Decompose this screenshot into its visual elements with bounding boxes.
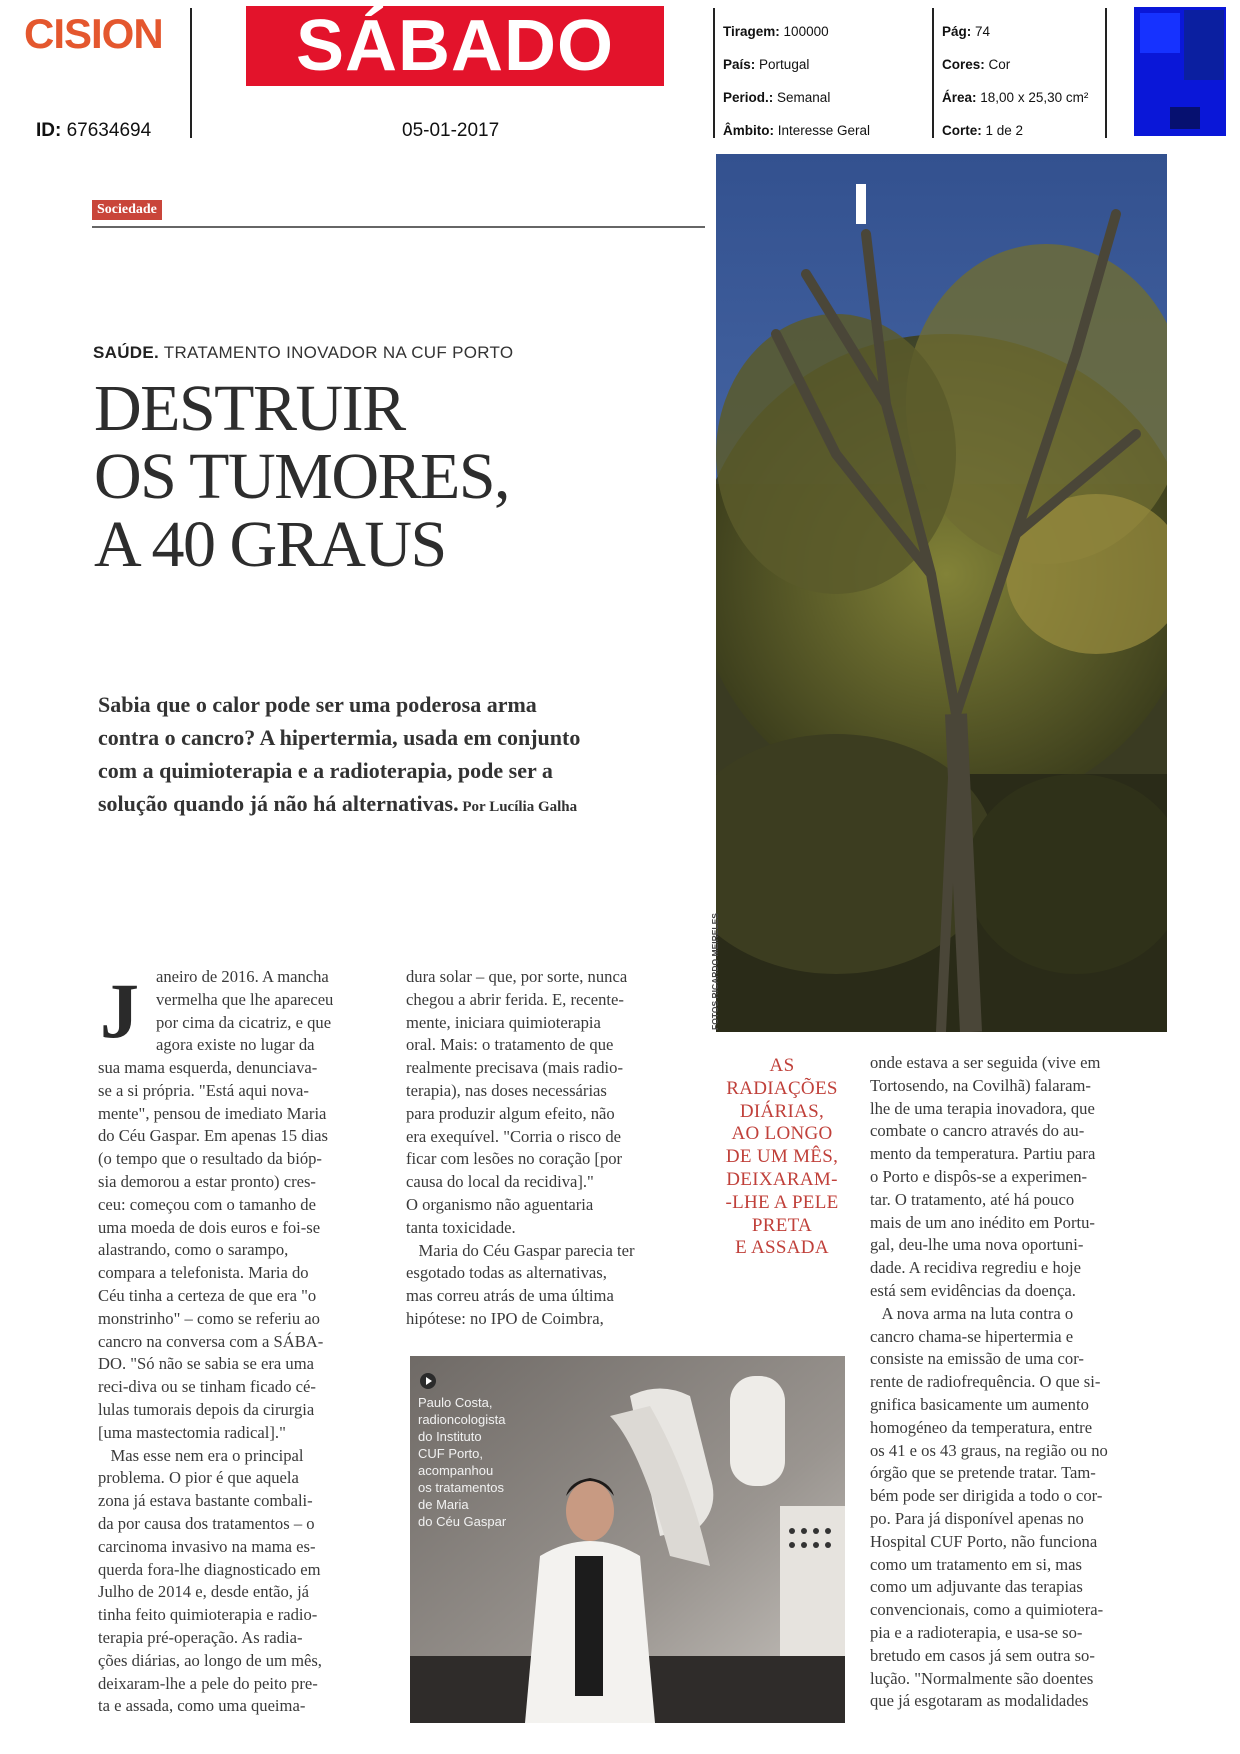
cision-logo: CISION	[24, 10, 163, 57]
headline-line: DESTRUIR	[94, 372, 405, 445]
meta-left	[723, 24, 870, 156]
header-divider	[713, 8, 715, 138]
meta-row: Pág: 74	[942, 24, 991, 39]
body-column-1b: sua mama esquerda, denunciava- se a si própria. "Está aqui nova- mente", pensou de imediato Maria do Céu Gaspar. Em apenas 15 dias (o tempo que o resultado da bióp- sia demorou a estar pronto) cres- ceu: começou com o tamanho de uma moeda de dois euros e foi-se alastrando, como o sarampo, compara a telefonista. Maria do Céu tinha a certeza de que era "o monstrinho" – como se referiu ao cancro na conversa com a SÁBA- DO. "Só não se sabia se era uma reci-diva ou se tinham ficado cé- lulas tumorais depois da cirurgia [uma mastectomia radical]." Mas esse nem era o principal problema. O pior é que aquela zona já estava bastante combali- da por causa dos tratamentos – o carcinoma invasivo na mama es- querda fora-lhe diagnosticado em Julho de 2014 e, desde então, já tinha feito quimioterapia e radio- terapia pré-operação. As radia- ções diárias, ao longo de um mês, deixaram-lhe a pele do peito pre- ta e assada, como uma queima-	[98, 1058, 328, 1716]
kicker: SAÚDE. TRATAMENTO INOVADOR NA CUF PORTO	[93, 343, 514, 362]
page-thumbnail[interactable]	[1134, 7, 1226, 136]
meta-row: Área: 18,00 x 25,30 cm²	[942, 90, 1089, 105]
meta-row: País: Portugal	[723, 57, 810, 72]
byline-author: Lucília Galha	[489, 799, 578, 815]
clipping-date: 05-01-2017	[402, 120, 500, 141]
section-tag: Sociedade	[92, 200, 162, 220]
body-column-2: dura solar – que, por sorte, nunca chegou a abrir ferida. E, recente- mente, iniciara quimioterapia oral. Mais: o tratamento de que realmente precisava (mais radio- terapia), nas doses necessárias para produzir algum efeito, não era exequível. "Corria o risco de ficar com lesões no coração [por causa do local da recidiva]." O organismo não aguentaria tanta toxicidade. Maria do Céu Gaspar parecia ter esgotado todas as alternativas, mas correu atrás de uma última hipótese: no IPO de Coimbra,	[406, 967, 635, 1328]
dropcap: J	[100, 967, 139, 1054]
photo-credit: FOTOS RICARDO MEIRELES	[710, 913, 720, 1030]
pull-quote: AS RADIAÇÕES DIÁRIAS, AO LONGO DE UM MÊS, DEIXARAM- -LHE A PELE PRETA E ASSADA	[725, 1055, 839, 1259]
meta-row: Tiragem: 100000	[723, 24, 829, 39]
headline-line: A 40 GRAUS	[94, 507, 446, 581]
clipping-id-label: ID:	[36, 120, 62, 141]
body-column-3: onde estava a ser seguida (vive em Tortosendo, na Covilhã) falaram- lhe de uma terapia inovadora, que combate o cancro através do au- mento da temperatura. Partiu para o Porto e dispôs-se a experimen- tar. O tratamento, até há pouco mais de um ano inédito em Portu- gal, deu-lhe uma nova oportuni- dade. A recidiva regrediu e hoje está sem evidências da doença. A nova arma na luta contra o cancro chama-se hipertermia e consiste na emissão de uma cor- rente de radiofrequência. O que si- gnifica basicamente um aumento homogéneo da temperatura, entre os 41 e os 43 graus, na região ou no órgão que se pretende tratar. Tam- bém pode ser dirigida a todo o cor- po. Para já disponível apenas no Hospital CUF Porto, não funciona como um tratamento em si, mas como um adjuvante das terapias convencionais, como a quimiotera- pia e a radioterapia, e usa-se so- bretudo em casos já sem outra so- lução. "Normalmente são doentes que já esgotaram as modalidades	[870, 1053, 1108, 1711]
section-rule	[92, 226, 705, 228]
clipping-id-value: 67634694	[66, 120, 152, 141]
headline-line: OS TUMORES,	[94, 439, 510, 513]
header-divider	[1105, 8, 1107, 138]
byline-prefix: Por	[458, 799, 490, 815]
header-divider	[932, 8, 934, 138]
play-icon	[420, 1373, 436, 1389]
photo-caption: Paulo Costa, radioncologista do Instituto CUF Porto, acompanhou os tratamentos de Maria do Céu Gaspar	[418, 1395, 507, 1529]
body-column-1a: aneiro de 2016. A mancha vermelha que lhe apareceu por cima da cicatriz, e que agora existe no lugar da	[156, 967, 334, 1055]
sabado-masthead-logo: SÁBADO	[246, 6, 664, 86]
headline	[94, 372, 510, 581]
meta-right	[942, 24, 1088, 156]
header-divider	[190, 8, 192, 138]
tree-photo	[716, 154, 1167, 1032]
meta-row: Âmbito: Interesse Geral	[723, 123, 871, 138]
clipping-id	[36, 120, 151, 142]
standfirst: Sabia que o calor pode ser uma poderosa arma contra o cancro? A hipertermia, usada em conjunto com a quimioterapia e a radioterapia, pode ser a solução quando já não há alternativas. Por Lucília Galha	[98, 692, 581, 816]
meta-row: Period.: Semanal	[723, 90, 831, 105]
meta-row: Corte: 1 de 2	[942, 123, 1024, 138]
meta-row: Cores: Cor	[942, 57, 1011, 72]
